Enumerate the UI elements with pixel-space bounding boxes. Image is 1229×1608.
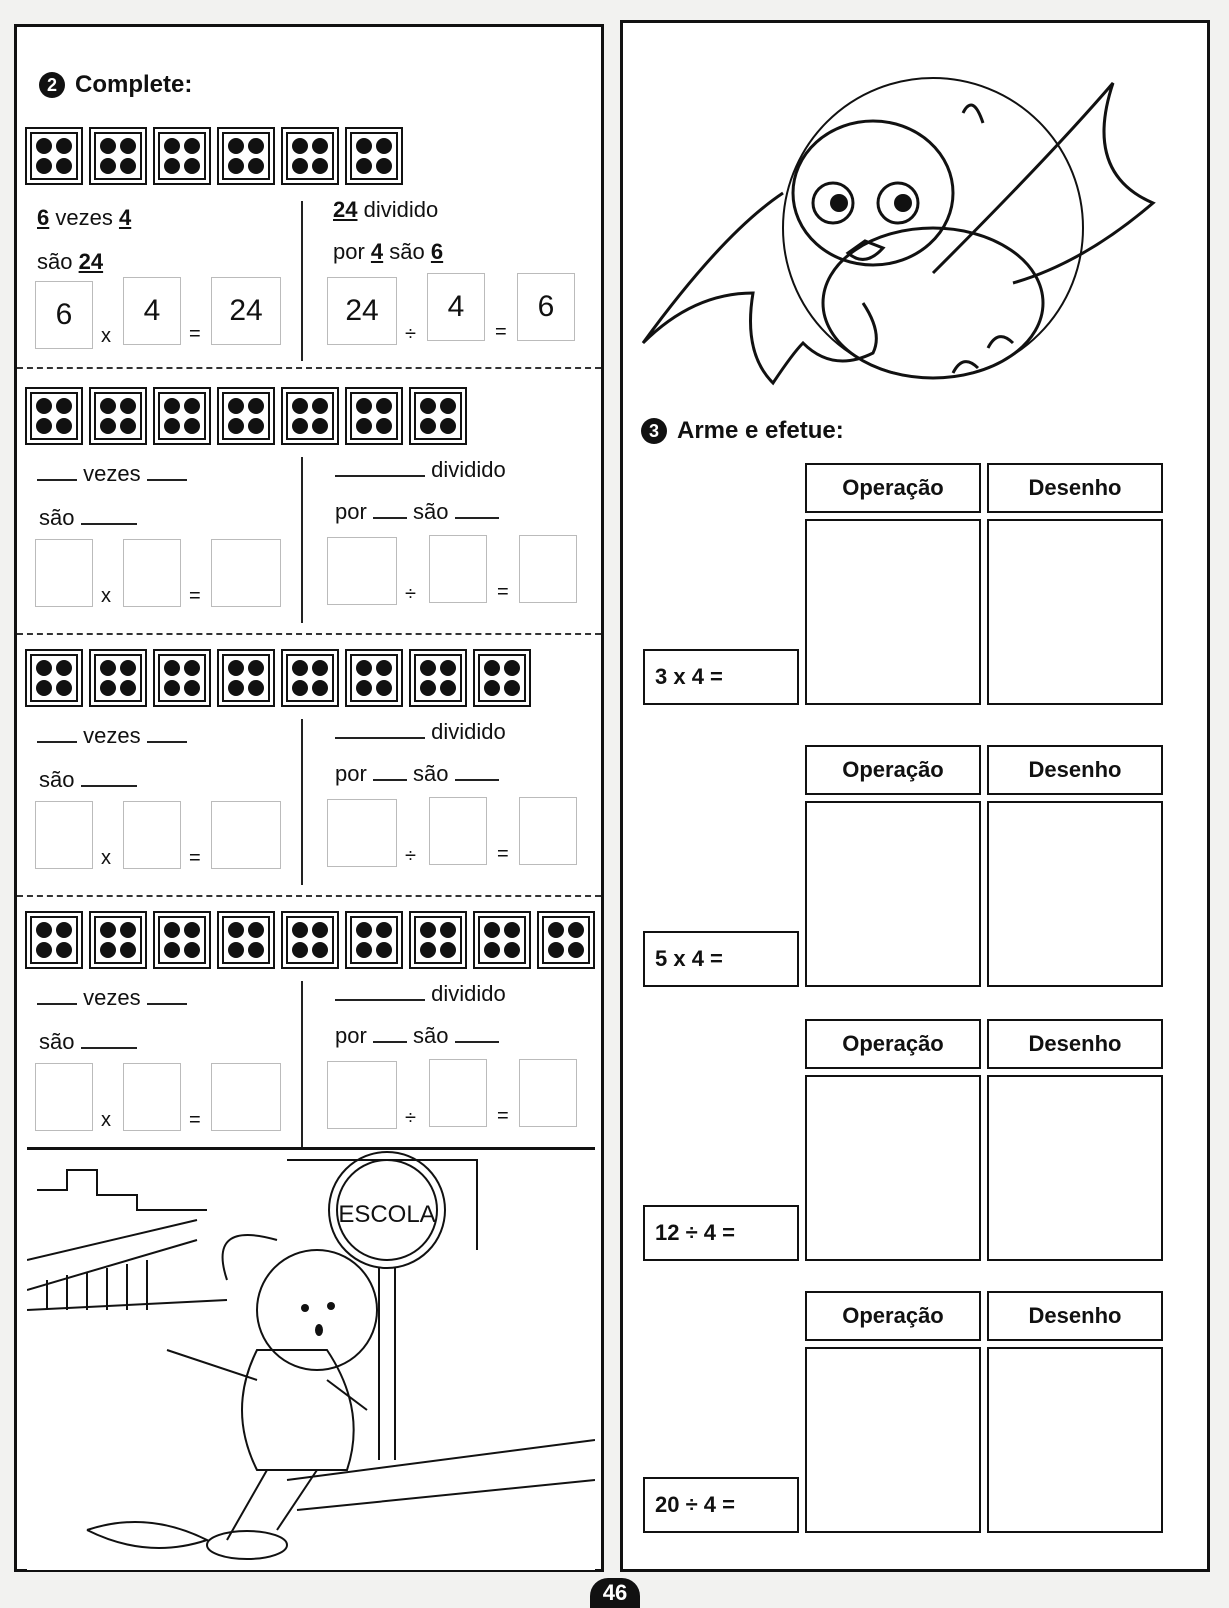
domino-dot	[36, 942, 52, 958]
domino-dot	[56, 138, 72, 154]
domino-dot	[228, 418, 244, 434]
domino-card	[345, 649, 403, 707]
por-word: por	[335, 761, 367, 786]
answer-box[interactable]	[35, 1063, 93, 1131]
domino-dot	[248, 660, 264, 676]
example-por-text	[333, 239, 443, 265]
domino-dot	[420, 418, 436, 434]
header-operacao: Operação	[805, 745, 981, 795]
domino-dot	[248, 158, 264, 174]
answer-blank[interactable]	[455, 517, 499, 519]
domino-card	[217, 127, 275, 185]
answer-box[interactable]	[327, 799, 397, 867]
domino-dot	[484, 942, 500, 958]
domino-dot	[36, 158, 52, 174]
operation-answer-cell[interactable]	[805, 801, 981, 987]
domino-dot	[36, 138, 52, 154]
example-por-value: 4	[370, 239, 384, 264]
equals-sign: =	[189, 585, 201, 607]
example-mul-eq: =	[189, 323, 201, 345]
answer-box[interactable]	[327, 1061, 397, 1129]
dashed-separator	[17, 633, 601, 635]
exercise-number-badge: 2	[39, 72, 65, 98]
example-vezes-text	[37, 205, 131, 231]
domino-card	[409, 387, 467, 445]
example-div-box-3: 6	[517, 273, 575, 341]
blank-div-text	[335, 457, 506, 483]
sao-word: são	[413, 761, 449, 786]
domino-dot	[356, 398, 372, 414]
sao-word: são	[39, 505, 75, 530]
bird-illustration	[633, 53, 1193, 393]
sao-word: são	[37, 249, 73, 274]
domino-dot	[504, 660, 520, 676]
domino-row-3	[25, 649, 531, 707]
section-divider	[301, 457, 303, 623]
section-divider	[301, 981, 303, 1147]
domino-dot	[184, 398, 200, 414]
multiply-sign: x	[101, 847, 111, 869]
domino-dot	[356, 922, 372, 938]
dividido-word: dividido	[431, 981, 506, 1006]
drawing-answer-cell[interactable]	[987, 519, 1163, 705]
domino-dot	[228, 922, 244, 938]
example-mul-box-2: 4	[123, 277, 181, 345]
domino-dot	[164, 680, 180, 696]
domino-dot	[420, 680, 436, 696]
domino-dot	[56, 660, 72, 676]
domino-dot	[440, 398, 456, 414]
domino-dot	[504, 922, 520, 938]
domino-dot	[120, 398, 136, 414]
answer-blank[interactable]	[147, 479, 187, 481]
domino-dot	[248, 398, 264, 414]
domino-row-1	[25, 127, 403, 185]
domino-dot	[376, 680, 392, 696]
domino-dot	[228, 398, 244, 414]
domino-dot	[120, 942, 136, 958]
example-div-eq: =	[495, 321, 507, 343]
dividido-word: dividido	[363, 197, 439, 222]
domino-card	[409, 649, 467, 707]
blank-vezes-text	[37, 723, 187, 749]
domino-dot	[36, 418, 52, 434]
domino-dot	[312, 158, 328, 174]
example-div-box-2: 4	[427, 273, 485, 341]
domino-dot	[100, 398, 116, 414]
operation-answer-cell[interactable]	[805, 519, 981, 705]
domino-dot	[292, 660, 308, 676]
sao-word: são	[413, 499, 449, 524]
drawing-answer-cell[interactable]	[987, 801, 1163, 987]
exercise-2-title	[39, 71, 192, 99]
domino-card	[217, 911, 275, 969]
domino-dot	[56, 942, 72, 958]
exercise-3-title	[641, 417, 844, 445]
domino-dot	[56, 158, 72, 174]
example-vezes-b: 4	[118, 205, 132, 230]
answer-box[interactable]	[429, 535, 487, 603]
domino-dot	[36, 680, 52, 696]
domino-card	[89, 649, 147, 707]
answer-blank[interactable]	[81, 785, 137, 787]
domino-dot	[292, 942, 308, 958]
vezes-word: vezes	[83, 723, 141, 748]
domino-dot	[164, 158, 180, 174]
domino-dot	[312, 660, 328, 676]
domino-dot	[440, 680, 456, 696]
domino-dot	[248, 922, 264, 938]
blank-vezes-text	[37, 985, 187, 1011]
blank-div-text	[335, 981, 506, 1007]
domino-dot	[120, 158, 136, 174]
domino-dot	[184, 942, 200, 958]
answer-blank[interactable]	[373, 1041, 407, 1043]
section-divider	[301, 201, 303, 361]
answer-blank[interactable]	[373, 517, 407, 519]
domino-dot	[164, 660, 180, 676]
answer-box[interactable]	[35, 539, 93, 607]
school-scene-illustration	[27, 1147, 595, 1570]
domino-row-4	[25, 911, 595, 969]
domino-dot	[420, 398, 436, 414]
domino-dot	[184, 660, 200, 676]
domino-dot	[312, 138, 328, 154]
domino-dot	[548, 942, 564, 958]
domino-dot	[356, 138, 372, 154]
domino-card	[217, 649, 275, 707]
domino-card	[153, 649, 211, 707]
expression-label: 12 ÷ 4 =	[643, 1205, 799, 1261]
flying-bird-drawing	[633, 53, 1193, 393]
domino-dot	[120, 660, 136, 676]
answer-box[interactable]	[519, 535, 577, 603]
domino-dot	[100, 922, 116, 938]
domino-dot	[548, 922, 564, 938]
domino-card	[345, 127, 403, 185]
domino-dot	[484, 922, 500, 938]
expression-label: 5 x 4 =	[643, 931, 799, 987]
domino-dot	[36, 922, 52, 938]
domino-dot	[356, 418, 372, 434]
domino-card	[153, 911, 211, 969]
exercise-title-text: Arme e efetue:	[677, 417, 844, 444]
domino-card	[25, 387, 83, 445]
domino-dot	[184, 418, 200, 434]
domino-dot	[420, 942, 436, 958]
domino-card	[473, 911, 531, 969]
domino-card	[281, 387, 339, 445]
answer-box[interactable]	[519, 797, 577, 865]
domino-dot	[164, 398, 180, 414]
domino-dot	[292, 680, 308, 696]
header-desenho: Desenho	[987, 1291, 1163, 1341]
domino-dot	[356, 158, 372, 174]
domino-dot	[376, 942, 392, 958]
right-page-panel	[620, 20, 1210, 1572]
domino-dot	[248, 138, 264, 154]
girl-at-school-drawing	[27, 1150, 595, 1570]
operation-answer-cell[interactable]	[805, 1075, 981, 1261]
answer-box[interactable]	[35, 801, 93, 869]
divide-sign: ÷	[405, 583, 416, 605]
left-page-panel	[14, 24, 604, 1572]
sao-word: são	[413, 1023, 449, 1048]
vezes-word: vezes	[83, 985, 141, 1010]
domino-dot	[120, 680, 136, 696]
school-sign-text: ESCOLA	[338, 1201, 436, 1228]
domino-dot	[440, 418, 456, 434]
domino-dot	[376, 398, 392, 414]
domino-card	[89, 387, 147, 445]
answer-box[interactable]	[429, 1059, 487, 1127]
example-mul-box-3: 24	[211, 277, 281, 345]
multiply-sign: x	[101, 1109, 111, 1131]
blank-por-text	[335, 1023, 499, 1049]
domino-dot	[184, 138, 200, 154]
header-operacao: Operação	[805, 463, 981, 513]
dividido-word: dividido	[431, 457, 506, 482]
header-desenho: Desenho	[987, 1019, 1163, 1069]
blank-div-text	[335, 719, 506, 745]
domino-dot	[504, 680, 520, 696]
domino-card	[345, 387, 403, 445]
domino-dot	[164, 138, 180, 154]
domino-dot	[120, 418, 136, 434]
answer-box[interactable]	[211, 1063, 281, 1131]
answer-blank[interactable]	[81, 523, 137, 525]
answer-box[interactable]	[519, 1059, 577, 1127]
domino-dot	[292, 398, 308, 414]
domino-card	[281, 649, 339, 707]
domino-dot	[228, 660, 244, 676]
domino-dot	[292, 138, 308, 154]
page-number: 46	[590, 1578, 640, 1608]
answer-blank[interactable]	[37, 1003, 77, 1005]
domino-dot	[292, 922, 308, 938]
domino-dot	[376, 922, 392, 938]
example-sao-text	[37, 249, 103, 275]
divide-sign: ÷	[405, 1107, 416, 1129]
domino-dot	[420, 922, 436, 938]
domino-row-2	[25, 387, 467, 445]
domino-card	[281, 127, 339, 185]
domino-card	[345, 911, 403, 969]
domino-dot	[248, 418, 264, 434]
domino-dot	[356, 660, 372, 676]
por-word: por	[335, 1023, 367, 1048]
example-sao-value: 24	[78, 249, 104, 274]
domino-dot	[56, 680, 72, 696]
dividido-word: dividido	[431, 719, 506, 744]
answer-blank[interactable]	[335, 475, 425, 477]
drawing-answer-cell[interactable]	[987, 1075, 1163, 1261]
example-div-box-1: 24	[327, 277, 397, 345]
sao-word: são	[39, 767, 75, 792]
domino-dot	[568, 942, 584, 958]
domino-card	[89, 911, 147, 969]
header-operacao: Operação	[805, 1291, 981, 1341]
header-operacao: Operação	[805, 1019, 981, 1069]
domino-dot	[164, 942, 180, 958]
domino-dot	[376, 418, 392, 434]
domino-dot	[56, 922, 72, 938]
domino-dot	[184, 158, 200, 174]
por-word: por	[333, 239, 365, 264]
answer-blank[interactable]	[37, 479, 77, 481]
por-word: por	[335, 499, 367, 524]
domino-dot	[56, 398, 72, 414]
domino-dot	[376, 138, 392, 154]
domino-dot	[484, 680, 500, 696]
answer-blank[interactable]	[335, 999, 425, 1001]
divide-sign: ÷	[405, 845, 416, 867]
domino-dot	[56, 418, 72, 434]
domino-dot	[228, 138, 244, 154]
domino-dot	[120, 138, 136, 154]
domino-dot	[36, 398, 52, 414]
header-desenho: Desenho	[987, 745, 1163, 795]
domino-dot	[100, 138, 116, 154]
domino-dot	[312, 942, 328, 958]
domino-dot	[504, 942, 520, 958]
equals-sign: =	[497, 843, 509, 865]
domino-dot	[376, 158, 392, 174]
domino-dot	[248, 942, 264, 958]
blank-sao-text	[39, 505, 137, 531]
example-mul-sign: x	[101, 325, 111, 347]
domino-dot	[100, 158, 116, 174]
answer-box[interactable]	[429, 797, 487, 865]
vezes-word: vezes	[55, 205, 113, 230]
blank-por-text	[335, 761, 499, 787]
answer-blank[interactable]	[373, 779, 407, 781]
domino-dot	[248, 680, 264, 696]
domino-dot	[356, 942, 372, 958]
example-div-sign: ÷	[405, 323, 416, 345]
answer-blank[interactable]	[147, 1003, 187, 1005]
domino-dot	[164, 418, 180, 434]
domino-dot	[376, 660, 392, 676]
answer-blank[interactable]	[455, 1041, 499, 1043]
answer-box[interactable]	[123, 539, 181, 607]
expression-label: 20 ÷ 4 =	[643, 1477, 799, 1533]
domino-card	[473, 649, 531, 707]
domino-card	[217, 387, 275, 445]
domino-dot	[484, 660, 500, 676]
answer-blank[interactable]	[455, 779, 499, 781]
header-desenho: Desenho	[987, 463, 1163, 513]
domino-dot	[440, 922, 456, 938]
example-sao2-value: 6	[430, 239, 444, 264]
example-div-a: 24	[333, 197, 358, 222]
domino-card	[89, 127, 147, 185]
answer-blank[interactable]	[81, 1047, 137, 1049]
sao-word: são	[389, 239, 425, 264]
drawing-answer-cell[interactable]	[987, 1347, 1163, 1533]
equals-sign: =	[497, 581, 509, 603]
exercise-number-badge: 3	[641, 418, 667, 444]
blank-sao-text	[39, 767, 137, 793]
domino-dot	[100, 418, 116, 434]
domino-dot	[228, 942, 244, 958]
answer-blank[interactable]	[37, 741, 77, 743]
domino-dot	[228, 680, 244, 696]
domino-dot	[36, 660, 52, 676]
domino-dot	[228, 158, 244, 174]
vezes-word: vezes	[83, 461, 141, 486]
domino-dot	[184, 680, 200, 696]
domino-dot	[440, 942, 456, 958]
multiply-sign: x	[101, 585, 111, 607]
example-mul-box-1: 6	[35, 281, 93, 349]
domino-dot	[356, 680, 372, 696]
answer-box[interactable]	[211, 801, 281, 869]
domino-card	[25, 127, 83, 185]
equals-sign: =	[497, 1105, 509, 1127]
domino-card	[409, 911, 467, 969]
answer-box[interactable]	[123, 801, 181, 869]
operation-answer-cell[interactable]	[805, 1347, 981, 1533]
domino-dot	[100, 680, 116, 696]
domino-card	[281, 911, 339, 969]
answer-box[interactable]	[123, 1063, 181, 1131]
answer-box[interactable]	[211, 539, 281, 607]
domino-card	[25, 649, 83, 707]
domino-dot	[420, 660, 436, 676]
domino-dot	[184, 922, 200, 938]
sao-word: são	[39, 1029, 75, 1054]
answer-blank[interactable]	[147, 741, 187, 743]
domino-dot	[568, 922, 584, 938]
dashed-separator	[17, 367, 601, 369]
exercise-title-text: Complete:	[75, 71, 193, 98]
blank-sao-text	[39, 1029, 137, 1055]
blank-por-text	[335, 499, 499, 525]
domino-dot	[312, 922, 328, 938]
answer-box[interactable]	[327, 537, 397, 605]
domino-card	[153, 127, 211, 185]
domino-dot	[100, 942, 116, 958]
domino-dot	[164, 922, 180, 938]
example-div-text	[333, 197, 438, 223]
section-divider	[301, 719, 303, 885]
domino-dot	[120, 922, 136, 938]
domino-dot	[312, 680, 328, 696]
example-vezes-a: 6	[37, 205, 50, 230]
domino-dot	[440, 660, 456, 676]
equals-sign: =	[189, 847, 201, 869]
domino-dot	[292, 158, 308, 174]
domino-card	[537, 911, 595, 969]
blank-vezes-text	[37, 461, 187, 487]
answer-blank[interactable]	[335, 737, 425, 739]
domino-card	[25, 911, 83, 969]
domino-dot	[312, 418, 328, 434]
expression-label: 3 x 4 =	[643, 649, 799, 705]
domino-dot	[312, 398, 328, 414]
domino-dot	[100, 660, 116, 676]
domino-dot	[292, 418, 308, 434]
dashed-separator	[17, 895, 601, 897]
equals-sign: =	[189, 1109, 201, 1131]
domino-card	[153, 387, 211, 445]
